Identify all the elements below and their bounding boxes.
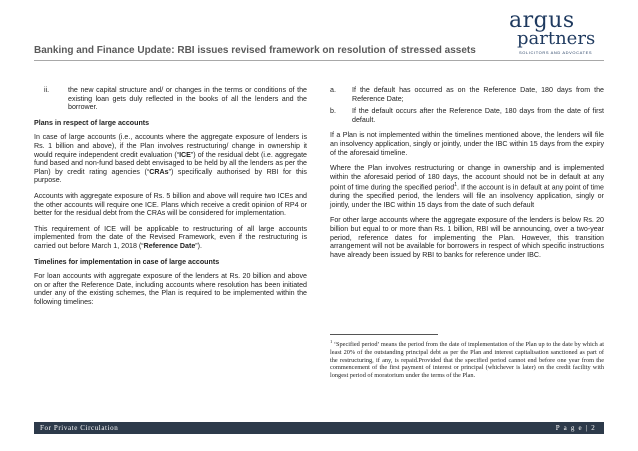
- list-text: the new capital structure and/ or changes in the terms or conditions of the existing loan gets duly reflected in the books of all the lenders and the borrower.: [68, 86, 307, 112]
- paragraph-timelines: For loan accounts with aggregate exposure of the lenders at Rs. 20 billion and above on or after the Reference Date, including accounts where resolution has been initiated under any of the existing schemes, the Plan is required to be implemented within the following timelines:: [34, 272, 307, 306]
- header-divider: [34, 60, 604, 61]
- paragraph-two-ices: Accounts with aggregate exposure of Rs. 5 billion and above will require two ICEs and the other accounts will require one ICE. Plans which receive a credit opinion of RP4 or better for the residual debt from the CRAs will be considered for implementation.: [34, 191, 307, 218]
- footnote-marker: 1: [330, 339, 333, 344]
- logo-word-partners: partners: [517, 28, 596, 49]
- heading-timelines: Timelines for implementation in case of large accounts: [34, 257, 220, 266]
- page-footer: [34, 422, 604, 434]
- paragraph-specified-period: Where the Plan involves restructuring or change in ownership and is implemented within the aforesaid period of 180 days, the account should not be in default at any point of time during the specified period$^1$. If the account is in default at any point of time during the specified period, the lenders will file an insolvency application, singly or jointly, under the IBC within 15 days from the date of such default: [330, 164, 605, 209]
- paragraph-reference-date: This requirement of ICE will be applicable to restructuring of all large accounts implemented from the date of the Revised Framework, even if the restructuring is carried out before March 1, 2018 (“Reference Date”).: [34, 224, 307, 250]
- paragraph-insolvency: If a Plan is not implemented within the timelines mentioned above, the lenders will file an insolvency application, singly or jointly, under the IBC within 15 days from the expiry of the aforesaid timeline.: [330, 131, 604, 157]
- heading-large-accounts: Plans in respect of large accounts: [34, 118, 150, 127]
- left-column: [34, 86, 307, 313]
- footer-page-number: P a g e | 2: [555, 424, 596, 432]
- list-item-ii: [34, 86, 307, 112]
- list-text: If the default has occurred as on the Reference Date, 180 days from the Reference Date;: [352, 86, 604, 103]
- paragraph-ice: In case of large accounts (i.e., accounts where the aggregate exposure of lenders is Rs. 1 billion and above), if the Plan involves restructuring/ change in ownership it would require independent credit evaluation (“ICE”) of the residual debt (i.e. aggregate fund based and non-fund based debt envisaged to be held by all the lenders as per the Plan) by credit rating agencies (“CRAs”) specifically authorised by RBI for this purpose.: [34, 133, 307, 185]
- term-cras: CRAs: [149, 167, 169, 176]
- footnote-ref: 1: [454, 182, 457, 189]
- list-item-a: [330, 86, 604, 103]
- argus-partners-logo: [497, 8, 607, 58]
- paragraph-other-accounts: For other large accounts where the aggregate exposure of the lenders is below Rs. 20 billion but equal to or more than Rs. 1 billion, RBI will be announcing, over a two-year period, reference dates for implementing the Plan. However, this transition arrangement will not be available for borrowers in respect of which specific instructions have already been issued by RBI to banks for reference under IBC.: [330, 216, 604, 259]
- footnote: $^1$ ‘Specified period’ means the period from the date of implementation of the Plan up to the date by which at least 20% of the outstanding principal debt as per the Plan and interest capitalisation sanctioned as part of the restructuring, if any, is repaid.Provided that the specified period cannot end before one year from the commencement of the first payment of interest or principal (whichever is later) on the credit facility with longest period of moratorium under the terms of the Plan.: [330, 339, 604, 379]
- page-header-title: Banking and Finance Update: RBI issues revised framework on resolution of stressed assets: [34, 45, 476, 56]
- footer-circulation-text: For Private Circulation: [40, 424, 119, 432]
- logo-word-argus: argus: [509, 8, 575, 33]
- term-reference-date: Reference Date: [143, 241, 196, 250]
- list-text: If the default occurs after the Reference Date, 180 days from the date of first default.: [352, 107, 604, 124]
- footnote-divider: [330, 334, 438, 335]
- list-item-b: [330, 107, 604, 124]
- right-column: [330, 86, 604, 266]
- list-marker: a.: [330, 86, 336, 94]
- list-marker: ii.: [44, 86, 50, 94]
- logo-tagline: SOLICITORS AND ADVOCATES: [519, 50, 593, 55]
- term-ice: ICE: [179, 150, 191, 159]
- list-marker: b.: [330, 107, 336, 116]
